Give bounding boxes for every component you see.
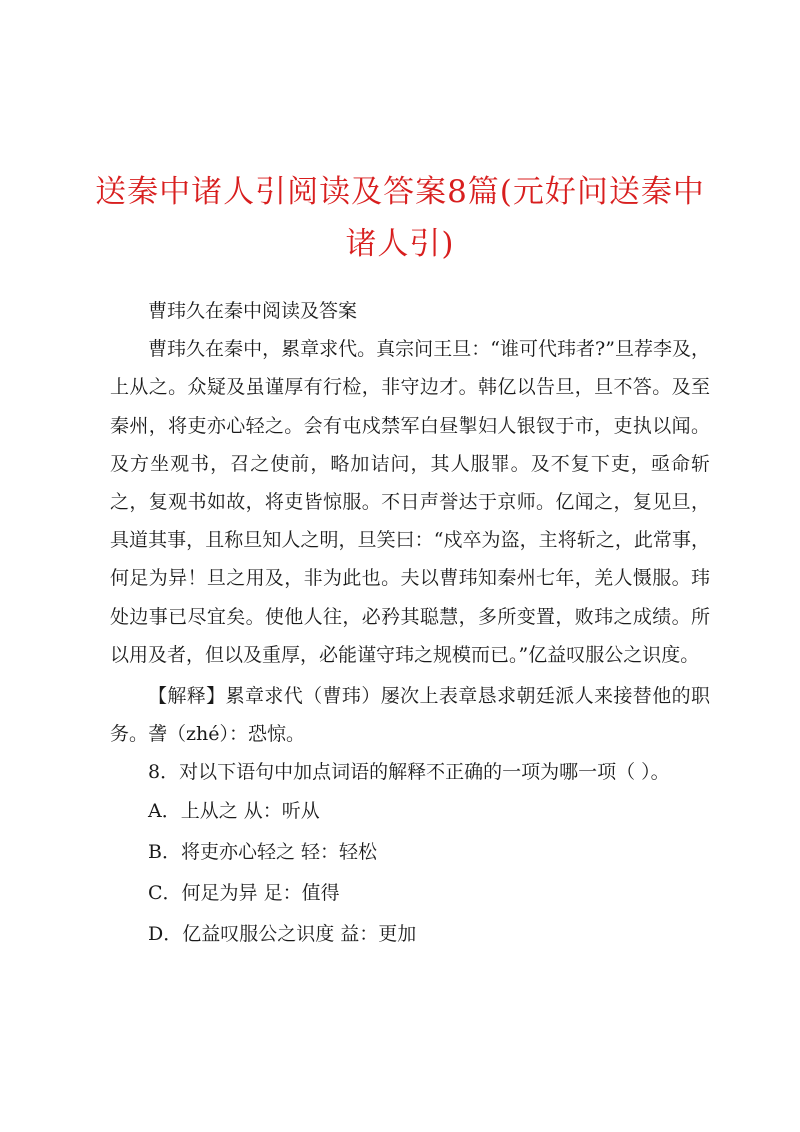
passage-paragraph: 曹玮久在秦中，累章求代。真宗问王旦：“谁可代玮者?”旦荐李及，上从之。众疑及虽谨厚有行检，非守边才。韩亿以告旦，旦不答。及至秦州，将吏亦心轻之。会有屯戍禁军白昼掣妇人银钗于市，吏执以闻。及方坐观书，召之使前，略加诘问，其人服罪。及不复下吏，亟命斩之，复观书如故，将吏皆惊服。不日声誉达于京师。亿闻之，复见旦，具道其事，且称旦知人之明，旦笑曰：“戍卒为盗，主将斩之，此常事，何足为异！旦之用及，非为此也。夫以曹玮知秦州七年，羌人慑服。玮处边事已尽宜矣。使他人往，必矜其聪慧，多所变置，败玮之成绩。所以用及者，但以及重厚，必能谨守玮之规模而已。”亿益叹服公之识度。 [110,338,710,666]
annotation-paragraph: 【解释】累章求代（曹玮）屡次上表章恳求朝廷派人来接替他的职务。詟（zhé）：恐惊。 [110,685,710,746]
option-b: B．将吏亦心轻之 轻：轻松 [148,840,378,863]
question-text: 8．对以下语句中加点词语的解释不正确的一项为哪一项（ ）。 [148,761,670,784]
option-a: A．上从之 从：听从 [148,799,320,822]
option-d: D．亿益叹服公之识度 益：更加 [148,923,417,946]
document-title: 送秦中诸人引阅读及答案8篇(元好问送秦中诸人引) [95,174,705,262]
section-subtitle: 曹玮久在秦中阅读及答案 [148,300,358,322]
option-c: C．何足为异 足：值得 [148,882,340,905]
document-body [110,292,710,953]
